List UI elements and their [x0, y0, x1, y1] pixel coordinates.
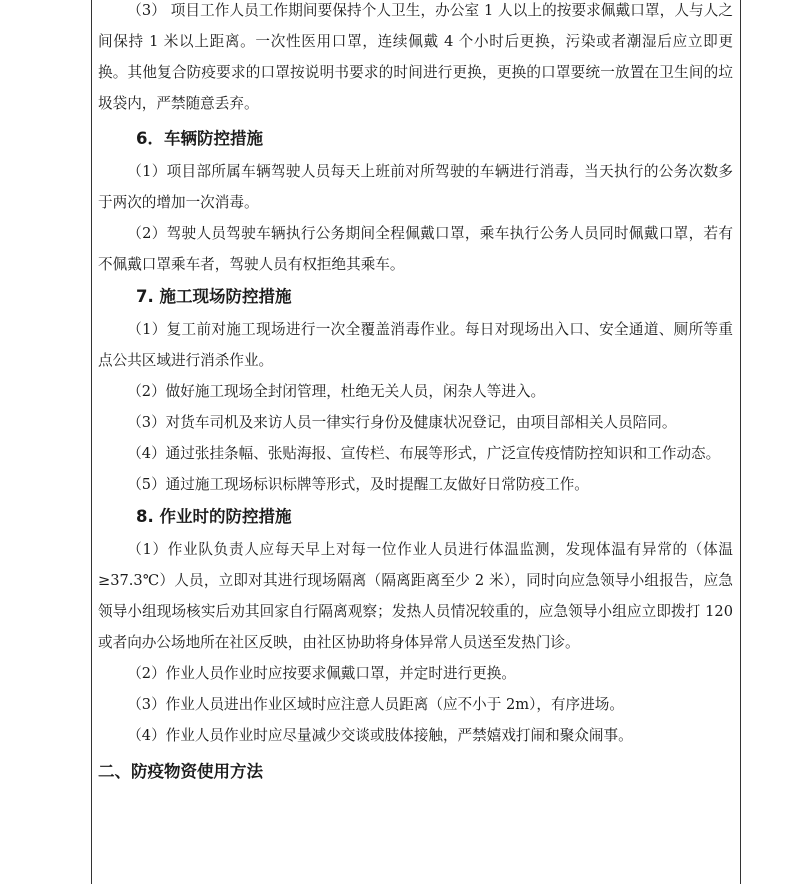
section-7-item-1: （1）复工前对施工现场进行一次全覆盖消毒作业。每日对现场出入口、安全通道、厕所等重点公共区域进行消杀作业。: [98, 321, 733, 369]
table-border-right: [740, 0, 741, 884]
document-body: [98, 0, 733, 789]
part-2-heading: 二、防疫物资使用方法: [98, 762, 263, 781]
section-8-heading: 8. 作业时的防控措施: [136, 507, 292, 526]
section-7-heading: 7. 施工现场防控措施: [136, 287, 292, 306]
section-6-heading: 6．车辆防控措施: [136, 129, 263, 148]
section-7-item-3: （3）对货车司机及来访人员一律实行身份及健康状况登记，由项目部相关人员陪同。: [127, 414, 677, 431]
section-8-item-3: （3）作业人员进出作业区域时应注意人员距离（应不小于 2m），有序进场。: [127, 696, 624, 713]
section-8-item-1: （1）作业队负责人应每天早上对每一位作业人员进行体温监测，发现体温有异常的（体温≥37.3℃）人员，立即对其进行现场隔离（隔离距离至少 2 米），同时向应急领导小组报告，应急领导小组现场核实后劝其回家自行隔离观察；发热人员情况较重的，应急领导小组应立即拨打 120 或者向办公场地所在社区反映，由社区协助将身体异常人员送至发热门诊。: [98, 541, 733, 651]
section-8-item-4: （4）作业人员作业时应尽量减少交谈或肢体接触，严禁嬉戏打闹和聚众闹事。: [127, 727, 633, 744]
section-7-item-5: （5）通过施工现场标识标牌等形式，及时提醒工友做好日常防疫工作。: [127, 476, 589, 493]
section-7-item-2: （2）做好施工现场全封闭管理，杜绝无关人员，闲杂人等进入。: [127, 383, 546, 400]
section-6-item-2: （2）驾驶人员驾驶车辆执行公务期间全程佩戴口罩，乘车执行公务人员同时佩戴口罩，若有不佩戴口罩乘车者，驾驶人员有权拒绝其乘车。: [98, 225, 733, 273]
section-7-item-4: （4）通过张挂条幅、张贴海报、宣传栏、布展等形式，广泛宣传疫情防控知识和工作动态。: [127, 445, 721, 462]
section-8-item-2: （2）作业人员作业时应按要求佩戴口罩，并定时进行更换。: [127, 665, 516, 682]
table-border-left: [91, 0, 92, 884]
section-6-item-1: （1）项目部所属车辆驾驶人员每天上班前对所驾驶的车辆进行消毒，当天执行的公务次数多于两次的增加一次消毒。: [98, 163, 733, 211]
paragraph-hygiene: （3） 项目工作人员工作期间要保持个人卫生，办公室 1 人以上的按要求佩戴口罩，人与人之间保持 1 米以上距离。一次性医用口罩，连续佩戴 4 个小时后更换，污染或者潮湿后应立即更换。其他复合防疫要求的口罩按说明书要求的时间进行更换，更换的口罩要统一放置在卫生间的垃圾袋内，严禁随意丢弃。: [98, 2, 733, 112]
